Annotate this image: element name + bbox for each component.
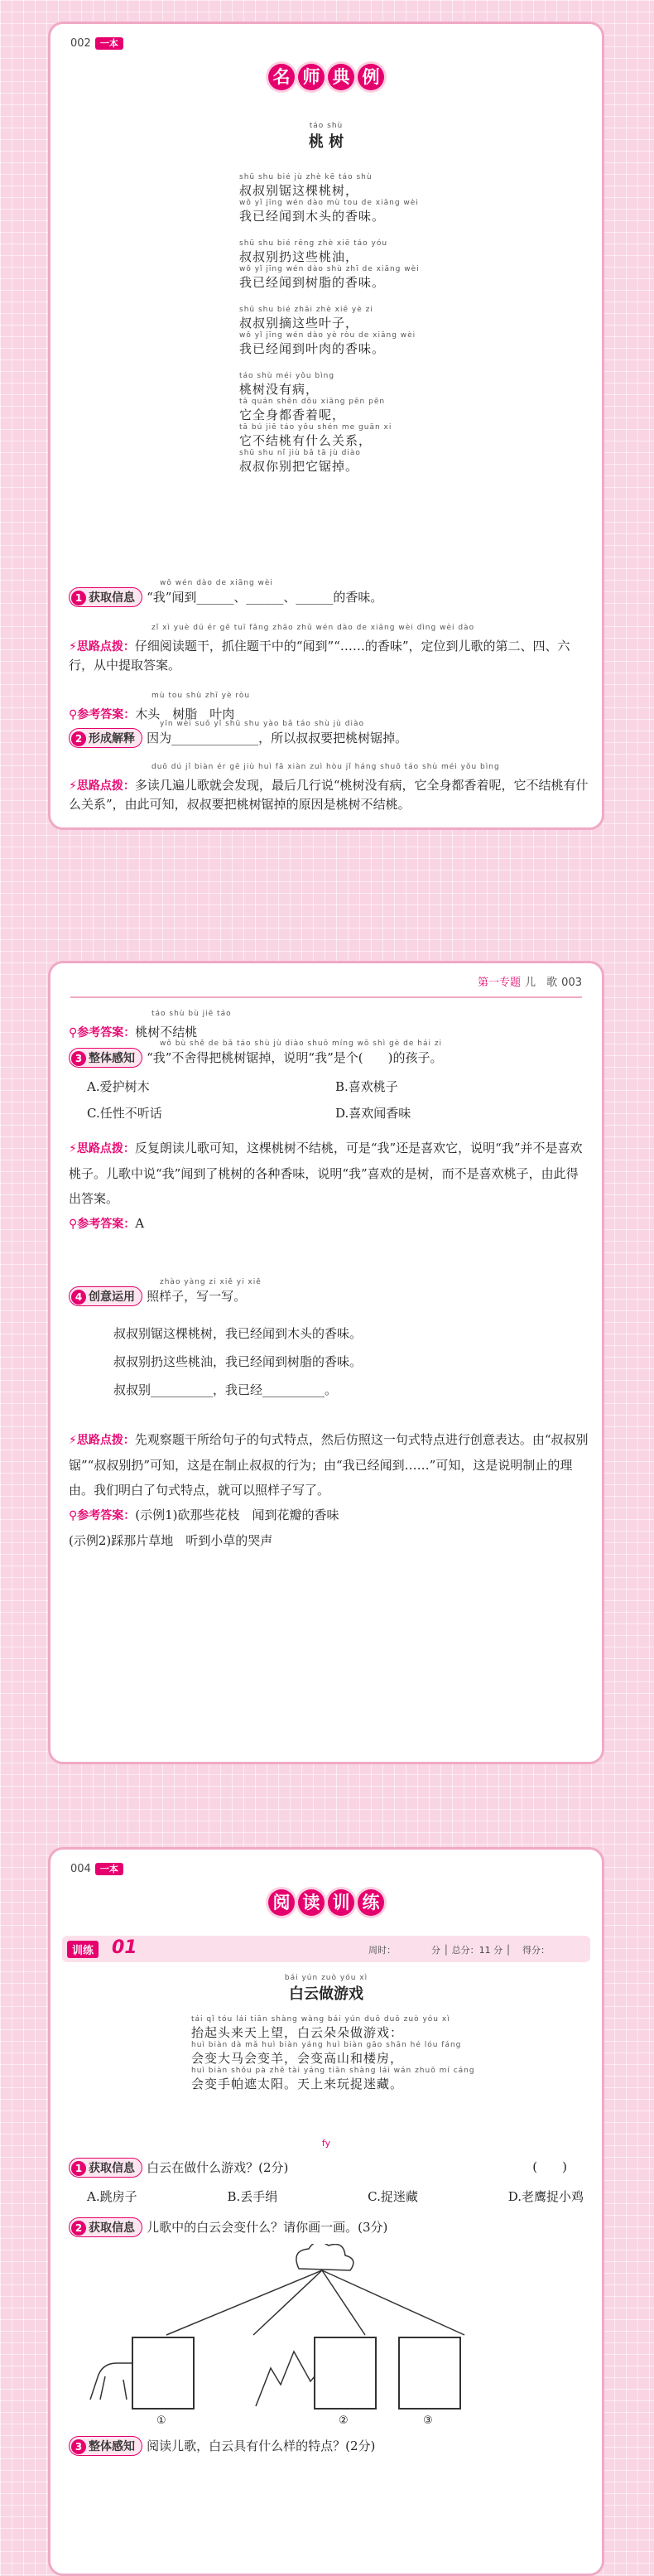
question-1 [69,2158,590,2178]
pinyin: wǒ yǐ jīng wén dào mù tou de xiāng wèi [239,199,419,207]
poem-line: 我已经闻到叶肉的香味。 [239,341,386,356]
pinyin: tái qǐ tóu lái tiān shàng wàng bái yún duǒ duǒ zuò yóu xì [191,2015,450,2024]
pinyin: bái yún zuò yóu xì [284,1974,368,1982]
question-number: 3 [71,1051,86,1066]
answer-text: A [135,1216,145,1231]
question-tag [69,2158,142,2178]
question-text: 因为______________，所以叔叔要把桃树锯掉。 [147,731,408,745]
pinyin: tā bú jiē táo yǒu shén me guān xi [239,423,392,432]
pinyin: mù tou shù zhī yè ròu [151,692,251,700]
poem-line: 我已经闻到树脂的香味。 [239,275,386,290]
tip-label: 思路点拨 [76,779,123,793]
stanza [239,372,537,475]
page-header-right [478,973,582,989]
banner-char: 训 [328,1889,354,1916]
fy-mark: fy [321,2138,331,2149]
tip-2: duō dú jǐ biàn ér gē jiù huì fā xiàn zuì hòu jǐ háng shuō táo shù méi yǒu bìng ⚡思路点拨：多读几遍儿歌就会发现，最后几行说“桃树没有病，它全身都香着呢，它不结桃有什么关系”，由此可知，叔叔要把桃树锯掉的原因是桃树不结桃。 [69,758,590,813]
question-tag [69,1286,142,1306]
page-number: 002 [70,37,91,50]
tag-label: 创意运用 [89,1290,135,1304]
pin-icon: ⚲ [69,1026,78,1040]
question-number: 4 [71,1290,86,1305]
poem-title-block [50,122,602,152]
question-tag [69,587,142,607]
tip-4: ⚡思路点拨：先观察题干所给句子的句式特点，然后仿照这一句式特点进行创意表达。由“叔叔别锯”“叔叔别扔”可知，这是在制止叔叔的行为；由“我已经闻到……”可知，这是说明制止的理由。我们明白了句式特点，就可以照样子写了。 ⚲参考答案：(示例1)砍那些花枝 闻到花瓣的香味 (示例2)踩那片草地 听到小草的哭声 [69,1427,590,1553]
option-d[interactable]: D.老鹰捉小鸡 [507,2189,584,2204]
pin-icon: ⚲ [69,708,78,721]
question-number: 1 [71,2161,86,2176]
cloud-icon [296,2244,353,2270]
pinyin: shū shu nǐ jiù bǎ tā jù diào [239,449,361,457]
option-b[interactable]: B.喜欢桃子 [335,1079,398,1094]
box-label: ③ [423,2414,433,2427]
tag-label: 获取信息 [89,2221,135,2235]
option-c[interactable]: C.捉迷藏 [368,2189,418,2204]
pinyin: táo shù [309,122,344,130]
box-label: ② [339,2414,349,2427]
question-tag [69,2217,142,2237]
page-number: 003 [561,977,582,989]
poem-title: 白云做游戏 [289,1985,363,2003]
poem-line: 它全身都香着呢， [239,408,346,422]
lightning-icon: ⚡ [69,779,77,793]
option-b[interactable]: B.丢手绢 [227,2189,278,2204]
question-2 [69,720,590,748]
option-a[interactable]: A.跳房子 [87,2189,137,2204]
pinyin: huì biàn dà mǎ huì biàn yáng huì biàn gāo shān hé lóu fáng [191,2041,462,2049]
banner-char: 名 [268,64,295,90]
tip-text: 反复朗读儿歌可知，这棵桃树不结桃，可是“我”还是喜欢它，说明“我”并不是喜欢桃子。儿歌中说“我”闻到了桃树的各种香味，说明“我”喜欢的是树，而不是喜欢桃子，由此得出答案。 [69,1141,583,1206]
answer-1: mù tou shù zhī yè ròu ⚲参考答案：木头 树脂 叶肉 [69,687,590,724]
question-tag [69,2436,142,2456]
question-number: 3 [71,2439,86,2454]
pinyin: yīn wèi suǒ yǐ shū shu yào bǎ táo shù jù diào [160,720,364,728]
poem-line: 叔叔别锯这棵桃树， [239,183,359,198]
tip-label: 思路点拨 [76,1434,123,1447]
q4-examples [113,1319,577,1404]
pinyin: táo shù bù jiē táo [151,1010,232,1018]
pinyin: huì biàn shǒu pà zhē tài yáng tiān shàng lái wán zhuō mí cáng [191,2067,475,2075]
banner-char: 师 [298,64,325,90]
section-name: 第一专题 [477,977,521,989]
pinyin: wǒ wén dào de xiāng wèi [160,579,273,587]
tip-text: 多读几遍儿歌就会发现，最后几行说“桃树没有病，它全身都香着呢，它不结桃有什么关系”，由此可知，叔叔要把桃树锯掉的原因是桃树不结桃。 [69,778,589,812]
tip-text: 仔细阅读题干，抓住题干中的“闻到”“……的香味”，定位到儿歌的第二、四、六行，从中提取答案。 [69,639,570,673]
question-3 [69,1040,590,1068]
header-divider [70,996,582,998]
pinyin: shū shu bié jù zhè kē táo shù [239,173,373,181]
score-label[interactable]: 得分： [522,1945,550,1956]
score-total: 分 │ 总分：11 分 │ [431,1945,512,1956]
stanza [239,173,537,224]
stanza [239,306,537,357]
poem-line: 会变大马会变羊，会变高山和楼房， [191,2051,404,2066]
banner-char: 典 [328,64,354,90]
tip-1: zǐ xì yuè dú ér gē tuī fǎng zhāo zhǔ wén dào de xiāng wèi dìng wèi dào ⚡思路点拨：仔细阅读题干，抓住题干中的“闻到”“……的香味”，定位到儿歌的第二、四、六行，从中提取答案。 [69,619,590,674]
tip-text: 先观察题干所给句子的句式特点，然后仿照这一句式特点进行创意表达。由“叔叔别锯”“叔叔别扔”可知，这是在制止叔叔的行为；由“我已经闻到……”可知，这是说明制止的理由。我们明白了句式特点，就可以照样子写了。 [69,1432,589,1498]
question-tag [69,728,142,748]
pinyin: wǒ yǐ jīng wén dào shù zhī de xiāng wèi [239,265,420,273]
banner-char: 例 [358,64,384,90]
question-text: 儿歌中的白云会变什么？请你画一画。(3分) [147,2220,388,2235]
tip-label: 思路点拨 [76,1142,123,1155]
pinyin: wǒ bù shě de bǎ táo shù jù diào shuō míng wǒ shì gè de hái zi [160,1040,443,1048]
pin-icon: ⚲ [69,1218,78,1231]
page-004 [48,1847,604,2576]
weekday-label: 周时： [368,1945,396,1956]
training-bar [62,1936,590,1962]
option-c[interactable]: C.任性不听话 [87,1106,162,1121]
page-number: 004 [70,1863,91,1875]
option-d[interactable]: D.喜欢闻香味 [335,1106,411,1121]
lightning-icon: ⚡ [69,1434,77,1447]
page-003 [48,961,604,1764]
train-number: 01 [112,1937,137,1958]
pinyin: zhào yàng zi xiě yi xiě [160,1278,262,1286]
question-1 [69,579,590,607]
book-chip: 一本 [95,37,123,50]
poem-title: 桃 树 [308,133,344,151]
question-text: “我”闻到______、______、______的香味。 [147,590,383,605]
poem-line: 抬起头来天上望，白云朵朵做游戏： [191,2025,404,2040]
pinyin: shū shu bié zhāi zhè xiē yè zi [239,306,373,314]
poem-line: 它不结桃有什么关系， [239,433,373,448]
question-text: 照样子，写一写。 [147,1289,247,1304]
pinyin: zǐ xì yuè dú ér gē tuī fǎng zhāo zhǔ wén dào de xiāng wèi dìng wèi dào [151,624,475,632]
question-number: 2 [71,731,86,746]
pinyin: tā quán shēn dōu xiāng pēn pēn [239,398,386,406]
tag-label: 获取信息 [89,2162,135,2175]
answer-text: 桃树不结桃 [135,1025,198,1040]
answer-label: 参考答案 [77,1509,124,1522]
poem-line: 叔叔别摘这些叶子， [239,316,359,330]
answer-label: 参考答案 [77,1026,124,1040]
poem-line: 我已经闻到木头的香味。 [239,209,386,224]
question-3 [69,2436,590,2456]
box-label: ① [156,2414,166,2427]
lightning-icon: ⚡ [69,640,77,654]
question-number: 2 [71,2221,86,2236]
tag-label: 形成解释 [89,732,135,745]
answer-2: táo shù bù jiē táo ⚲参考答案：桃树不结桃 [69,1005,590,1042]
drawing-box-1[interactable] [132,2337,195,2410]
q3-options [87,1078,584,1122]
poem-line: 桃树没有病， [239,382,320,397]
fill-line[interactable]: 叔叔别__________，我已经__________。 [113,1382,338,1397]
pinyin: wǒ yǐ jīng wén dào yè ròu de xiāng wèi [239,331,416,340]
page-header-left [70,1860,123,1875]
poem-line: 叔叔别扔这些桃油， [239,249,359,264]
tag-label: 整体感知 [89,1052,135,1065]
banner-char: 阅 [268,1889,295,1916]
poem-title-block [50,1974,602,2004]
answer-label: 参考答案 [77,1218,124,1231]
question-text: “我”不舍得把桃树锯掉，说明“我”是个( )的孩子。 [147,1050,443,1065]
question-4 [69,1278,590,1306]
poem-body [191,2015,539,2092]
question-text: 白云在做什么游戏？(2分) [147,2160,289,2175]
answer-paren[interactable]: ( ) [532,2159,567,2174]
pinyin: shū shu bié rēng zhè xiē táo yóu [239,239,388,248]
train-label: 训练 [67,1941,99,1958]
section-banner [50,1889,602,1916]
tip-label: 思路点拨 [76,640,123,654]
q1-options [87,2188,584,2206]
poem-line: 叔叔你别把它锯掉。 [239,459,359,474]
answer-text: 木头 树脂 叶肉 [135,707,235,721]
question-text: 阅读儿歌，白云具有什么样的特点？(2分) [147,2439,376,2453]
banner-char: 练 [358,1889,384,1916]
question-tag [69,1048,142,1068]
question-number: 1 [71,591,86,605]
banner-char: 读 [298,1889,325,1916]
example-line: 叔叔别扔这些桃油，我已经闻到树脂的香味。 [113,1354,363,1369]
arrow-line [166,2270,322,2335]
pinyin: táo shù méi yǒu bìng [239,372,335,380]
poem-line: 会变手帕遮太阳。天上来玩捉迷藏。 [191,2077,404,2091]
drawing-box-3[interactable] [398,2337,461,2410]
book-chip: 一本 [95,1863,123,1875]
drawing-box-2[interactable] [314,2337,377,2410]
example-line: 叔叔别锯这棵桃树，我已经闻到木头的香味。 [113,1326,363,1341]
poem-body [239,173,537,475]
lightning-icon: ⚡ [69,1142,77,1155]
answer-text: (示例1)砍那些花枝 闻到花瓣的香味 [135,1507,339,1522]
answer-text: (示例2)踩那片草地 听到小草的哭声 [69,1533,273,1548]
question-2 [69,2217,590,2237]
page-header-left [70,34,123,50]
arrow-line [253,2270,322,2335]
tip-3: ⚡思路点拨：反复朗读儿歌可知，这棵桃树不结桃，可是“我”还是喜欢它，说明“我”并不是喜欢桃子。儿歌中说“我”闻到了桃树的各种香味，说明“我”喜欢的是树，而不是喜欢桃子，由此得出答案。 ⚲参考答案：A [69,1141,583,1231]
section-sub: 儿 歌 [525,977,558,989]
pin-icon: ⚲ [69,1509,78,1522]
tag-label: 获取信息 [89,591,135,605]
answer-label: 参考答案 [77,708,124,721]
tag-label: 整体感知 [89,2440,135,2453]
section-banner [50,64,602,90]
stanza [239,239,537,291]
pinyin: duō dú jǐ biàn ér gē jiù huì fā xiàn zuì hòu jǐ háng shuō táo shù méi yǒu bìng [151,763,500,771]
option-a[interactable]: A.爱护树木 [87,1079,150,1094]
page-002 [48,22,604,830]
